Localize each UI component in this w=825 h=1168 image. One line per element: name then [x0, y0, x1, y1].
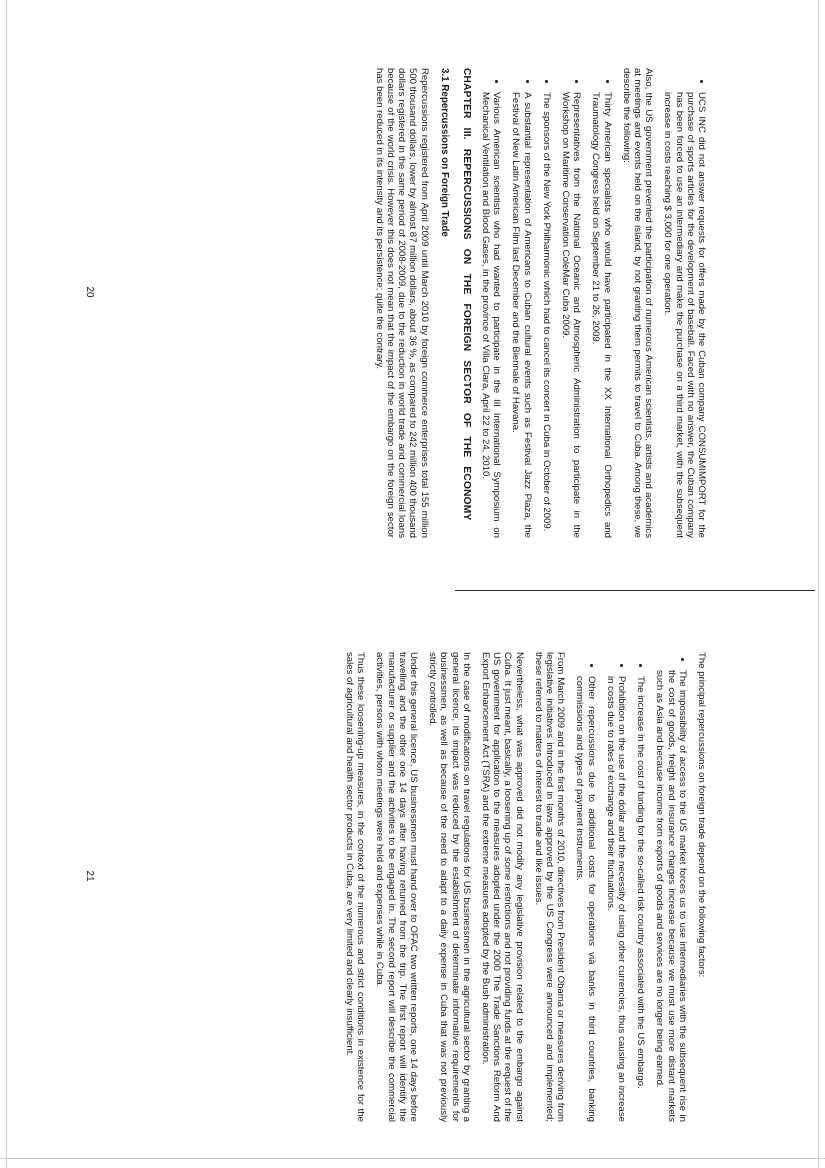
- page-number: 20: [84, 286, 95, 298]
- paragraph: The principal repercussions on foreign trade depend on the following factors:: [696, 652, 707, 978]
- section-heading: 3.1 Repercussions on Foreign Trade: [438, 68, 450, 237]
- list-item: • Representatives from the National Oceanic and Atmospheric Administration to participate in the Workshop on Maritime Conservation ColeMar Cuba 2009.: [560, 92, 582, 538]
- list-item: • Thirty American specialists who would have participated in the XX International Orthopedics and Traumatology Congress held on September 21 to 26, 2009.: [590, 92, 612, 538]
- bullet-list: [574, 652, 646, 1122]
- paragraph: Also, the US government prevented the participation of numerous American scientists, artists and academics at meetings and events held on the island, by not granting them permits to travel to Cuba. Among these, we describe the following:: [620, 68, 655, 538]
- list-item: • UCS INC did not answer requests for offers made by the Cuban company CONSUMIMPORT for the purchase of sports articles for the development of baseball. Faced with no answer, the Cuban company has been forced to use an intermediary and make the purchase on a third market, with the subsequent increase in costs reaching $ 3,000 for one operation.: [662, 92, 707, 538]
- list-item: • The impossibility of access to the US market forces us to use intermediaries with the subsequent rise in the cost of goods, freight and insurance charges increase because we must use more distant markets such as Asia and because income from exports of goods and services are no longer being earned.: [654, 670, 688, 1122]
- list-item: • The sponsors of the New York Philharmonic which had to cancel its concert in Cuba in October of 2009.: [541, 92, 552, 538]
- list-item: • Prohibition on the use of the dollar and the necessity of using other currencies, thus causing an increase in costs due to rates of exchange and their fluctuations.: [605, 676, 627, 1122]
- list-item: • The increase in the cost of funding for the so-called risk country associated with the US embargo.: [635, 676, 646, 1122]
- paragraph: From March 2009 and in the first months of 2010, directives from President Obama or measures deriving from legislative initiatives introduced in laws approved by the US Congress were announced and implemented; these referred to matters of interest to trade and like issues.: [532, 652, 567, 1122]
- paragraph: Repercussions registered from April 2009 until March 2010 by foreign commerce enterprises total 155 million 500 thousand dollars, lower by almost 87 million dollars, about 36 %, as compared to 242 million 400 thousand dollars registered in the same period of 2008-2009, due to the reduction in world trade and commercial loans because of the world crisis. However this does not mean that the impact of the embargo on the foreign sector has been reduced in its intensity and its persistence; quite the contrary.: [373, 68, 430, 538]
- page-number: 21: [84, 870, 95, 882]
- list-item: • Other repercussions due to additional costs for operations vià banks in third countries, banking commissions and types of payment instruments.: [574, 676, 596, 1122]
- paragraph: Thus these loosening-up measures, in the context of the numerous and strict conditions in existence for the sales of agricultural and health sector products in Cuba, are very limited and clearly insufficient.: [343, 652, 367, 1122]
- page-21: [0, 584, 825, 1168]
- bullet-list: [654, 652, 688, 1122]
- paragraph: Under this general licence, US businessmen must hand over to OFAC two written reports, one 14 days before travelling and the other one 14 days after having returned from the trip. The first report will identify the manufacturer or supplier and the activities to be engaged in. The second report will describe the commercial activities, persons with whom meetings were held and expenses while in Cuba.: [374, 652, 419, 1122]
- bullet-list: [662, 68, 707, 538]
- paragraph: In the case of modifications on travel regulations for US businessmen in the agricultural sector by granting a general licence, its impact was reduced by the establishment of determinate informative requirements for businessmen, as well as because of the need to adapt to a daily expense in Cuba that was not previously strictly controlled.: [427, 652, 472, 1122]
- list-item: • Various American scientists who had wanted to participate in the III International Symposium on Mechanical Ventilation and Blood Gases, in the province of Villa Clara, April 22 to 24, 2010.: [480, 92, 502, 538]
- bullet-list: [480, 68, 613, 538]
- paragraph: Nevertheless, what was approved did not modify any legislative provision related to the embargo against Cuba. It just meant, basically, a loosening up of some restrictions and not providing funds at the request of the US government for application to the measures adopted under the 2000 The Trade Sanctions Reform And Export Enhancement Act (TSRA) and the extreme measures adopted by the Bush administration.: [479, 652, 525, 1122]
- page-20-body: [366, 68, 707, 538]
- chapter-heading: CHAPTER III. REPERCUSSIONS ON THE FOREIGN SECTOR OF THE ECONOMY: [460, 68, 472, 521]
- list-item: • A substantial representation of Americans to Cuban cultural events such as Festival Jazz Plaza, the Festival of New Latin American Film last December and the Biennale of Havana.: [510, 92, 532, 538]
- page-21-body: [336, 652, 707, 1122]
